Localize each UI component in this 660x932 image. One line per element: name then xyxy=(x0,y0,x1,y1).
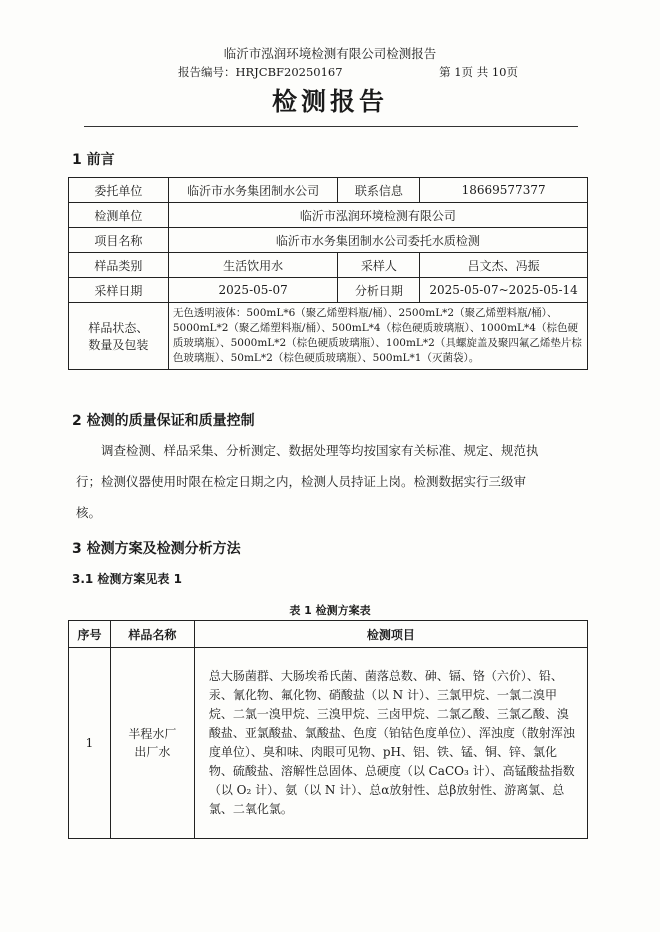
table-row xyxy=(69,178,588,203)
row-test-items: 总大肠菌群、大肠埃希氏菌、菌落总数、砷、镉、铬（六价）、铅、汞、氰化物、氟化物、硝酸盐（以 N 计）、三氯甲烷、一氯二溴甲烷、二氯一溴甲烷、三溴甲烷、三卤甲烷、二氯乙酸、三氯乙酸、溴酸盐、亚氯酸盐、氯酸盐、色度（铂钴色度单位）、浑浊度（散射浑浊度单位）、臭和味、肉眼可见物、pH、铝、铁、锰、铜、锌、氯化物、硫酸盐、溶解性总固体、总硬度（以 CaCO₃ 计）、高锰酸盐指数（以 O₂ 计）、氨（以 N 计）、总α放射性、总β放射性、游离氯、总氯、二氧化氯。 xyxy=(194,648,587,839)
contact-label: 联系信息 xyxy=(338,178,420,203)
section-3-1-heading: 3.1 检测方案见表 1 xyxy=(72,572,182,586)
sampling-date-value: 2025-05-07 xyxy=(168,278,338,303)
table-row xyxy=(69,648,588,839)
table-row xyxy=(69,203,588,228)
sample-type-value: 生活饮用水 xyxy=(168,253,338,278)
lab-label: 检测单位 xyxy=(69,203,169,228)
table-bottom-border xyxy=(68,838,588,839)
client-label: 委托单位 xyxy=(69,178,169,203)
sampling-date-label: 采样日期 xyxy=(69,278,169,303)
project-label: 项目名称 xyxy=(69,228,169,253)
section-3-heading: 3 检测方案及检测分析方法 xyxy=(72,541,241,557)
lab-value: 临沂市泓润环境检测有限公司 xyxy=(168,203,587,228)
info-table xyxy=(68,177,588,370)
analysis-date-label: 分析日期 xyxy=(338,278,420,303)
client-value: 临沂市水务集团制水公司 xyxy=(168,178,338,203)
paragraph-line: 核。 xyxy=(76,505,102,520)
table-caption: 表 1 检测方案表 xyxy=(289,604,371,617)
page-indicator: 第 1页 共 10页 xyxy=(439,65,518,79)
column-header-sample: 样品名称 xyxy=(110,621,194,648)
contact-value: 18669577377 xyxy=(420,178,588,203)
header-meta xyxy=(178,64,518,80)
paragraph-line: 行；检测仪器使用时限在检定日期之内，检测人员持证上岗。检测数据实行三级审 xyxy=(76,474,527,489)
table-row xyxy=(69,303,588,370)
title-divider xyxy=(84,126,578,127)
project-value: 临沂市水务集团制水公司委托水质检测 xyxy=(168,228,587,253)
table-row xyxy=(69,253,588,278)
column-header-items: 检测项目 xyxy=(194,621,587,648)
row-number: 1 xyxy=(69,648,111,839)
sample-state-label: 样品状态、数量及包装 xyxy=(69,303,169,370)
quality-paragraph xyxy=(76,435,586,528)
document-title: 检测报告 xyxy=(271,87,388,116)
table-header-row xyxy=(69,621,588,648)
analysis-date-value: 2025-05-07~2025-05-14 xyxy=(420,278,588,303)
report-number: 报告编号：HRJCBF20250167 xyxy=(178,65,343,79)
row-sample-name: 半程水厂出厂水 xyxy=(110,648,194,839)
sampler-value: 吕文杰、冯振 xyxy=(420,253,588,278)
sample-type-label: 样品类别 xyxy=(69,253,169,278)
section-1-heading: 1 前言 xyxy=(72,152,115,168)
header-company-report: 临沂市泓润环境检测有限公司检测报告 xyxy=(223,46,437,61)
sampler-label: 采样人 xyxy=(338,253,420,278)
paragraph-line: 调查检测、样品采集、分析测定、数据处理等均按国家有关标准、规定、规范执 xyxy=(101,443,539,458)
sample-state-value: 无色透明液体：500mL*6（聚乙烯塑料瓶/桶）、2500mL*2（聚乙烯塑料瓶/桶）、5000mL*2（聚乙烯塑料瓶/桶）、500mL*4（棕色硬质玻璃瓶）、1000mL*4（棕色硬质玻璃瓶）、5000mL*2（棕色硬质玻璃瓶）、100mL*2（具螺旋盖及聚四氟乙烯垫片棕色玻璃瓶）、50mL*2（棕色硬质玻璃瓶）、500mL*1（灭菌袋）。 xyxy=(168,303,587,370)
plan-table xyxy=(68,620,588,839)
section-2-heading: 2 检测的质量保证和质量控制 xyxy=(72,413,255,429)
table-row xyxy=(69,278,588,303)
column-header-no: 序号 xyxy=(69,621,111,648)
table-row xyxy=(69,228,588,253)
